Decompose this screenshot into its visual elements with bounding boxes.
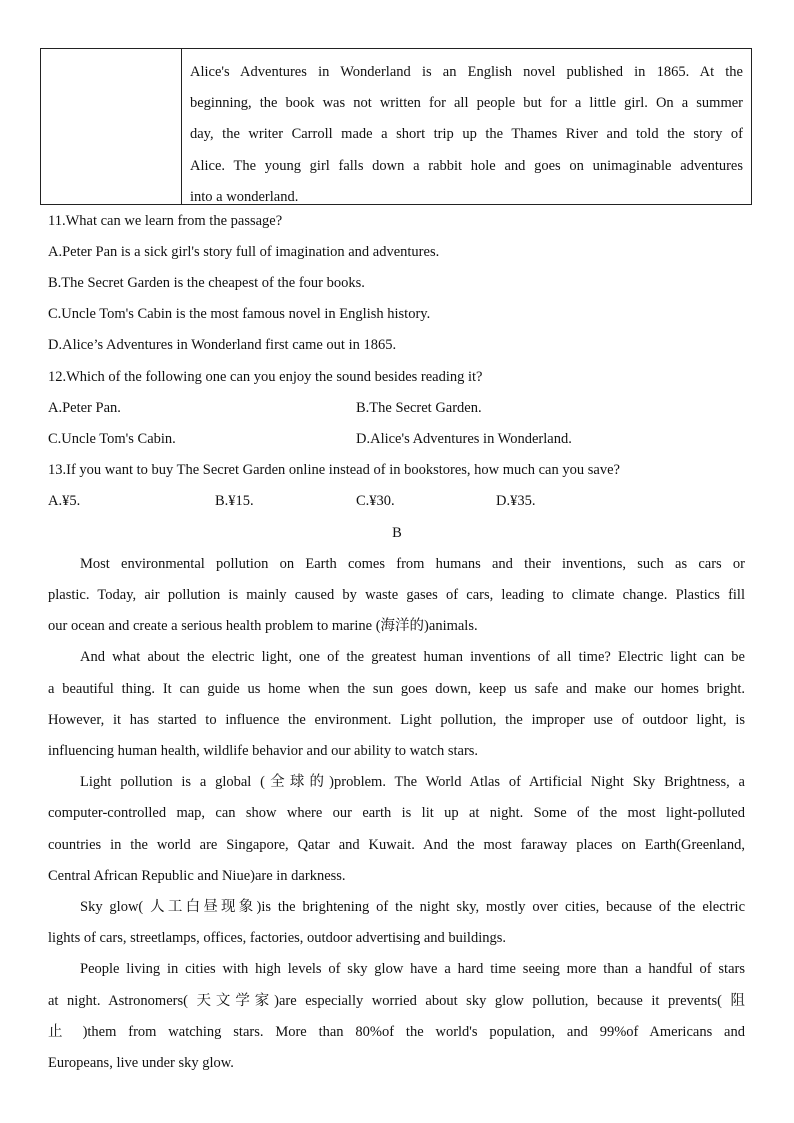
question-13-option-b: B.¥15. (215, 493, 254, 509)
question-11-option-b: B.The Secret Garden is the cheapest of the four books. (48, 275, 365, 291)
question-13-option-c: C.¥30. (356, 493, 395, 509)
question-13-stem: 13.If you want to buy The Secret Garden online instead of in bookstores, how much can you save? (48, 462, 620, 478)
table-line: day, the writer Carroll made a short trip up the Thames River and told the story of (190, 126, 743, 143)
paragraph-3-line: countries in the world are Singapore, Qatar and Kuwait. And the most faraway places on Earth(Greenland, (48, 837, 745, 853)
book-table (40, 48, 752, 205)
section-b-heading: B (392, 525, 402, 541)
paragraph-5-line: People living in cities with high levels of sky glow have a hard time seeing more than a handful of stars (80, 961, 745, 977)
paragraph-3-line: Light pollution is a global (全球的)problem. The World Atlas of Artificial Night Sky Brightness, a (80, 774, 745, 790)
table-line: Alice's Adventures in Wonderland is an English novel published in 1865. At the (190, 64, 743, 80)
table-label-cell (41, 49, 182, 204)
paragraph-5-line: 止 )them from watching stars. More than 80%of the world's population, and 99%of Americans and (48, 1024, 745, 1040)
paragraph-3-line: computer-controlled map, can show where our earth is lit up at night. Some of the most light-polluted (48, 805, 745, 821)
paragraph-1-line: Most environmental pollution on Earth comes from humans and their inventions, such as cars or (80, 556, 745, 572)
paragraph-4-line: Sky glow( 人工白昼现象)is the brightening of the night sky, mostly over cities, because of the electric (80, 899, 745, 915)
paragraph-4-line: lights of cars, streetlamps, offices, factories, outdoor advertising and buildings. (48, 930, 506, 946)
paragraph-2-line: And what about the electric light, one of the greatest human inventions of all time? Electric light can be (80, 649, 745, 665)
question-11-option-c: C.Uncle Tom's Cabin is the most famous novel in English history. (48, 306, 431, 322)
paragraph-2-line: influencing human health, wildlife behavior and our ability to watch stars. (48, 743, 479, 759)
question-11-option-d: D.Alice’s Adventures in Wonderland first came out in 1865. (48, 337, 397, 353)
question-11-option-a: A.Peter Pan is a sick girl's story full of imagination and adventures. (48, 244, 440, 260)
question-11-stem: 11.What can we learn from the passage? (48, 213, 283, 229)
paragraph-2-line: a beautiful thing. It can guide us home when the sun goes down, keep us safe and make our homes bright. (48, 681, 745, 697)
table-line: into a wonderland. (190, 188, 299, 205)
paragraph-5-line: at night. Astronomers( 天文学家)are especially worried about sky glow pollution, because it prevents( 阻 (48, 993, 745, 1009)
question-13-option-a: A.¥5. (48, 493, 81, 509)
paragraph-2-line: However, it has started to influence the environment. Light pollution, the improper use of outdoor light, is (48, 712, 745, 728)
question-12-option-c: C.Uncle Tom's Cabin. (48, 431, 176, 447)
paragraph-1-line: plastic. Today, air pollution is mainly caused by waste gases of cars, leading to climate change. Plastics fill (48, 587, 745, 603)
question-12-option-a: A.Peter Pan. (48, 400, 121, 416)
question-12-stem: 12.Which of the following one can you enjoy the sound besides reading it? (48, 369, 483, 385)
paragraph-5-line: Europeans, live under sky glow. (48, 1055, 234, 1071)
question-13-option-d: D.¥35. (496, 493, 536, 509)
paragraph-3-line: Central African Republic and Niue)are in darkness. (48, 868, 346, 884)
question-12-option-d: D.Alice's Adventures in Wonderland. (356, 431, 572, 447)
table-line: beginning, the book was not written for all people but for a little girl. On a summer (190, 95, 743, 112)
paragraph-1-line: our ocean and create a serious health problem to marine (海洋的)animals. (48, 618, 478, 634)
question-12-option-b: B.The Secret Garden. (356, 400, 482, 416)
table-description-cell (182, 49, 751, 204)
table-line: Alice. The young girl falls down a rabbit hole and goes on unimaginable adventures (190, 157, 743, 174)
